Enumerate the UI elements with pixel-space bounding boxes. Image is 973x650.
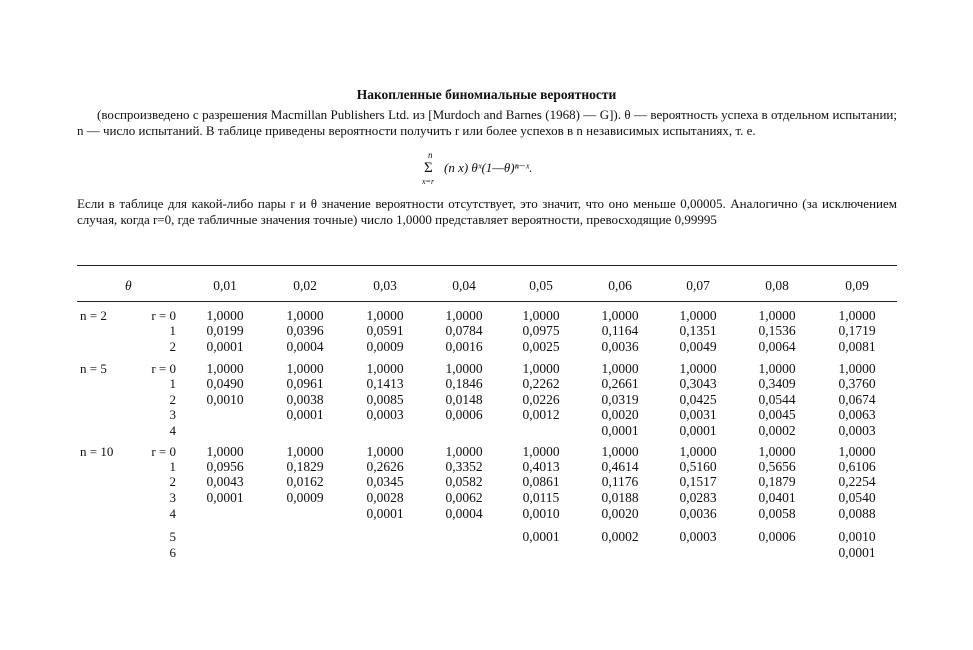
table-cell: 0,0148 [445, 392, 483, 407]
table-cell: 0,1351 [679, 323, 717, 338]
table-cell: 0,0036 [679, 506, 717, 521]
table-cell: 0,0001 [286, 407, 324, 422]
table-cell: 0,1517 [679, 474, 717, 489]
column-header: 0,05 [529, 278, 553, 293]
table-cell: 0,5656 [758, 459, 796, 474]
table-cell: 0,3043 [679, 376, 717, 391]
table-cell: 0,0961 [286, 376, 324, 391]
table-cell: 1,0000 [206, 444, 244, 459]
table-cell: 0,1413 [366, 376, 404, 391]
table-cell: 0,0199 [206, 323, 244, 338]
table-cell: 0,3760 [838, 376, 876, 391]
table-cell: 1,0000 [366, 444, 404, 459]
column-header: 0,08 [765, 278, 789, 293]
table-cell: 0,0002 [601, 529, 639, 544]
table-cell: 0,0345 [366, 474, 404, 489]
table-cell: 0,0401 [758, 490, 796, 505]
table-cell: 0,2626 [366, 459, 404, 474]
table-cell: 1,0000 [522, 444, 560, 459]
table-cell: 0,0784 [445, 323, 483, 338]
table-cell: 0,0956 [206, 459, 244, 474]
table-cell: 0,0490 [206, 376, 244, 391]
table-cell: 0,2661 [601, 376, 639, 391]
table-cell: 0,3352 [445, 459, 483, 474]
table-cell: 1,0000 [601, 361, 639, 376]
table-cell: 0,2262 [522, 376, 560, 391]
table-cell: 1,0000 [445, 361, 483, 376]
sum-symbol: Σ [424, 160, 433, 176]
table-cell: 0,0036 [601, 339, 639, 354]
note-paragraph: Если в таблице для какой-либо пары r и θ значение вероятности отсутствует, это значит, что оно меньше 0,00005. Аналогично (за исключением случая, когда r=0, где табличные значения точные) число 1,0000 представляет вероятности, превосходящие 0,99995 [77, 196, 897, 227]
table-cell: 0,3409 [758, 376, 796, 391]
table-cell: 0,0425 [679, 392, 717, 407]
r-label: 4 [169, 423, 176, 438]
table-cell: 0,0003 [366, 407, 404, 422]
table-cell: 1,0000 [286, 444, 324, 459]
table-cell: 0,0009 [366, 339, 404, 354]
table-cell: 0,0028 [366, 490, 404, 505]
table-cell: 0,6106 [838, 459, 876, 474]
column-header: 0,02 [293, 278, 317, 293]
table-cell: 1,0000 [679, 444, 717, 459]
table-cell: 1,0000 [522, 361, 560, 376]
table-cell: 0,0162 [286, 474, 324, 489]
table-cell: 0,4013 [522, 459, 560, 474]
r-label: 1 [169, 323, 176, 338]
table-cell: 0,0540 [838, 490, 876, 505]
table-cell: 1,0000 [679, 308, 717, 323]
table-cell: 0,0001 [601, 423, 639, 438]
table-cell: 0,0001 [206, 339, 244, 354]
table-cell: 1,0000 [758, 361, 796, 376]
table-cell: 0,0010 [206, 392, 244, 407]
table-cell: 0,0016 [445, 339, 483, 354]
column-header: 0,03 [373, 278, 397, 293]
table-cell: 0,0043 [206, 474, 244, 489]
table-cell: 0,0038 [286, 392, 324, 407]
table-cell: 1,0000 [206, 308, 244, 323]
table-cell: 0,2254 [838, 474, 876, 489]
formula-expression: (n x) θˣ(1—θ)ⁿ⁻ˣ. [444, 160, 533, 175]
sum-formula [420, 152, 580, 188]
r-label: 2 [169, 339, 176, 354]
table-cell: 0,0003 [838, 423, 876, 438]
r-label: r = 0 [151, 361, 176, 376]
table-cell: 0,0012 [522, 407, 560, 422]
table-cell: 0,0085 [366, 392, 404, 407]
table-cell: 1,0000 [445, 444, 483, 459]
table-cell: 0,0004 [286, 339, 324, 354]
table-cell: 0,0049 [679, 339, 717, 354]
r-label: 4 [169, 506, 176, 521]
table-cell: 0,0064 [758, 339, 796, 354]
table-cell: 0,0010 [838, 529, 876, 544]
table-cell: 0,0674 [838, 392, 876, 407]
table-cell: 0,0020 [601, 506, 639, 521]
table-cell: 1,0000 [601, 308, 639, 323]
r-label: 3 [169, 490, 176, 505]
table-cell: 1,0000 [286, 308, 324, 323]
table-cell: 0,0861 [522, 474, 560, 489]
r-label: 2 [169, 392, 176, 407]
table-cell: 0,1879 [758, 474, 796, 489]
r-label: 5 [169, 529, 176, 544]
column-header: 0,07 [686, 278, 710, 293]
table-cell: 0,0001 [366, 506, 404, 521]
table-cell: 0,1536 [758, 323, 796, 338]
table-cell: 0,0002 [758, 423, 796, 438]
r-label: r = 0 [151, 308, 176, 323]
table-cell: 0,0045 [758, 407, 796, 422]
table-cell: 0,0001 [838, 545, 876, 560]
table-cell: 0,4614 [601, 459, 639, 474]
intro-paragraph: (воспроизведено с разрешения Macmillan Publishers Ltd. из [Murdoch and Barnes (1968) — G]). θ — вероятность успеха в отдельном испытании; n — число испытаний. В таблице приведены вероятности получить r или более успехов в n независимых испытаниях, т. е. [77, 107, 897, 138]
r-label: 2 [169, 474, 176, 489]
table-cell: 0,0063 [838, 407, 876, 422]
table-cell: 1,0000 [838, 308, 876, 323]
table-cell: 0,0003 [679, 529, 717, 544]
table-cell: 0,0001 [206, 490, 244, 505]
n-label: n = 2 [80, 308, 107, 323]
table-cell: 0,0031 [679, 407, 717, 422]
sum-lower-limit: x=r [422, 177, 435, 186]
table-header-rule [77, 301, 897, 302]
table-cell: 0,0283 [679, 490, 717, 505]
table-cell: 0,0006 [758, 529, 796, 544]
column-header: 0,06 [608, 278, 632, 293]
table-cell: 0,0188 [601, 490, 639, 505]
table-cell: 0,0001 [679, 423, 717, 438]
table-cell: 0,0006 [445, 407, 483, 422]
column-header: 0,04 [452, 278, 476, 293]
n-label: n = 5 [80, 361, 107, 376]
table-cell: 0,0396 [286, 323, 324, 338]
table-cell: 1,0000 [601, 444, 639, 459]
table-cell: 1,0000 [445, 308, 483, 323]
table-cell: 0,1176 [601, 474, 639, 489]
column-header: 0,09 [845, 278, 869, 293]
table-cell: 0,0226 [522, 392, 560, 407]
table-cell: 0,0544 [758, 392, 796, 407]
table-cell: 0,1829 [286, 459, 324, 474]
table-cell: 0,0081 [838, 339, 876, 354]
table-cell: 0,0020 [601, 407, 639, 422]
table-cell: 1,0000 [366, 361, 404, 376]
table-cell: 1,0000 [286, 361, 324, 376]
n-label: n = 10 [80, 444, 114, 459]
table-cell: 0,0115 [522, 490, 560, 505]
table-cell: 0,0004 [445, 506, 483, 521]
table-cell: 0,0582 [445, 474, 483, 489]
table-cell: 0,5160 [679, 459, 717, 474]
r-label: r = 0 [151, 444, 176, 459]
table-cell: 1,0000 [838, 444, 876, 459]
table-cell: 0,0591 [366, 323, 404, 338]
r-label: 6 [169, 545, 176, 560]
r-label: 1 [169, 459, 176, 474]
table-cell: 0,0010 [522, 506, 560, 521]
table-cell: 0,0975 [522, 323, 560, 338]
page-title: Накопленные биномиальные вероятности [356, 87, 617, 102]
table-cell: 1,0000 [758, 444, 796, 459]
table-cell: 0,0062 [445, 490, 483, 505]
table-cell: 0,0025 [522, 339, 560, 354]
table-cell: 1,0000 [838, 361, 876, 376]
table-cell: 1,0000 [758, 308, 796, 323]
table-cell: 1,0000 [366, 308, 404, 323]
r-label: 3 [169, 407, 176, 422]
table-cell: 0,0088 [838, 506, 876, 521]
table-cell: 0,1719 [838, 323, 876, 338]
table-cell: 0,0319 [601, 392, 639, 407]
table-cell: 0,0009 [286, 490, 324, 505]
table-cell: 1,0000 [522, 308, 560, 323]
table-top-rule [77, 265, 897, 266]
r-label: 1 [169, 376, 176, 391]
table-cell: 1,0000 [206, 361, 244, 376]
table-cell: 1,0000 [679, 361, 717, 376]
table-cell: 0,1846 [445, 376, 483, 391]
column-header: 0,01 [213, 278, 237, 293]
theta-header: θ [125, 278, 132, 293]
table-cell: 0,0001 [522, 529, 560, 544]
table-cell: 0,0058 [758, 506, 796, 521]
sum-upper-limit: n [428, 150, 433, 160]
table-cell: 0,1164 [601, 323, 639, 338]
